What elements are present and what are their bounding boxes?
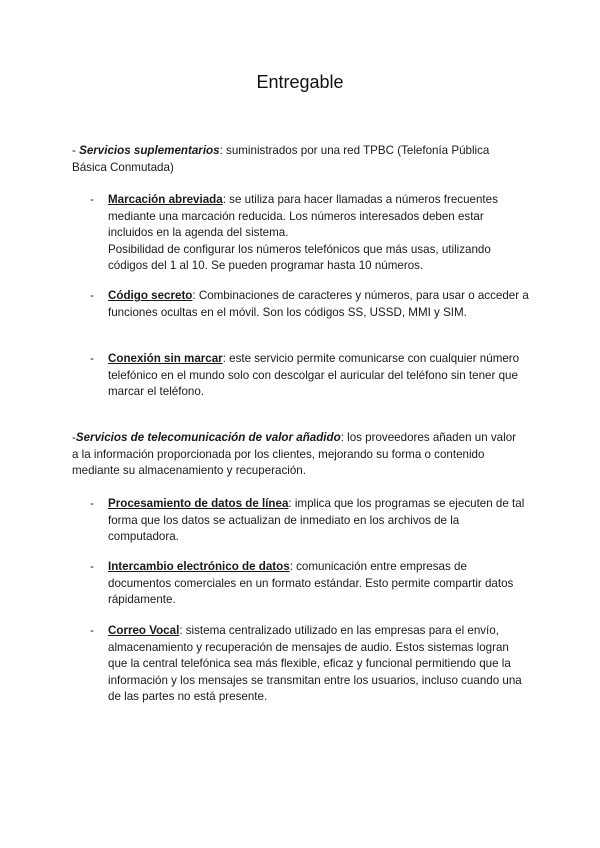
- list-item-text: : implica que los programas se ejecuten de tal forma que los datos se actualizan de inmediato en los archivos de la computadora.: [108, 497, 525, 544]
- page-title: Entregable: [256, 72, 344, 92]
- list-item-term: Correo Vocal: [108, 624, 180, 637]
- list-item-body: [108, 623, 530, 706]
- list-item-text: : este servicio permite comunicarse con cualquier número telefónico en el mundo solo con descolgar el auricular del teléfono sin tener que marcar el teléfono.: [108, 352, 520, 399]
- bullet-dash: -: [90, 624, 94, 637]
- list-item-body: [108, 288, 530, 321]
- list-item-body: [108, 496, 530, 546]
- list-item-body: [108, 559, 530, 609]
- section-text: : suministrados por una red TPBC (Telefonía Pública Básica Conmutada): [72, 144, 490, 174]
- section-prefix: -: [72, 431, 76, 444]
- list-item-marcacion-abreviada: [90, 192, 530, 275]
- list-item-text: : Combinaciones de caracteres y números, para usar o acceder a funciones ocultas en el móvil. Son los códigos SS, USSD, MMI y SIM.: [108, 289, 529, 319]
- section-intro-supplementary: [72, 143, 522, 176]
- list-item-procesamiento-datos: [90, 496, 530, 546]
- list-item-term: Marcación abreviada: [108, 193, 223, 206]
- list-item-correo-vocal: [90, 623, 530, 706]
- list-item-conexion-sin-marcar: [90, 351, 530, 401]
- bullet-dash: -: [90, 497, 94, 510]
- list-item-intercambio-electronico: [90, 559, 530, 609]
- list-item-term: Procesamiento de datos de línea: [108, 497, 289, 510]
- list-item-term: Conexión sin marcar: [108, 352, 223, 365]
- bullet-dash: -: [90, 560, 94, 573]
- list-item-term: Código secreto: [108, 289, 193, 302]
- list-item-body: [108, 351, 530, 401]
- list-item-text: : se utiliza para hacer llamadas a números frecuentes mediante una marcación reducida. Los números interesados deben estar incluidos en la agenda del sistema.: [108, 193, 498, 240]
- list-item-text: : sistema centralizado utilizado en las empresas para el envío, almacenamiento y recuperación de mensajes de audio. Estos sistemas logran que la central telefónica sea más flexible, eficaz y funcional permitiendo que la información y los mensajes se transmitan entre los usuarios, incluso cuando una de las partes no está presente.: [108, 624, 522, 704]
- section-prefix: -: [72, 144, 80, 157]
- list-item-body: [108, 192, 530, 275]
- bullet-dash: -: [90, 352, 94, 365]
- list-item-text: : comunicación entre empresas de documentos comerciales en un formato estándar. Esto permite compartir datos rápidamente.: [108, 560, 514, 607]
- section-term: Servicios de telecomunicación de valor añadido: [75, 431, 341, 444]
- bullet-dash: -: [90, 289, 94, 302]
- bullet-dash: -: [90, 193, 94, 206]
- list-item-extra: Posibilidad de configurar los números telefónicos que más usas, utilizando códigos del 1 al 10. Se pueden programar hasta 10 números.: [108, 242, 491, 273]
- section-intro-valor-anadido: [72, 430, 522, 480]
- list-item-term: Intercambio electrónico de datos: [108, 560, 290, 573]
- section-term: Servicios suplementarios: [79, 144, 220, 157]
- list-item-codigo-secreto: [90, 288, 530, 321]
- section-text: : los proveedores añaden un valor a la información proporcionada por los clientes, mejorando su forma o contenido mediante su almacenamiento y recuperación.: [72, 431, 516, 478]
